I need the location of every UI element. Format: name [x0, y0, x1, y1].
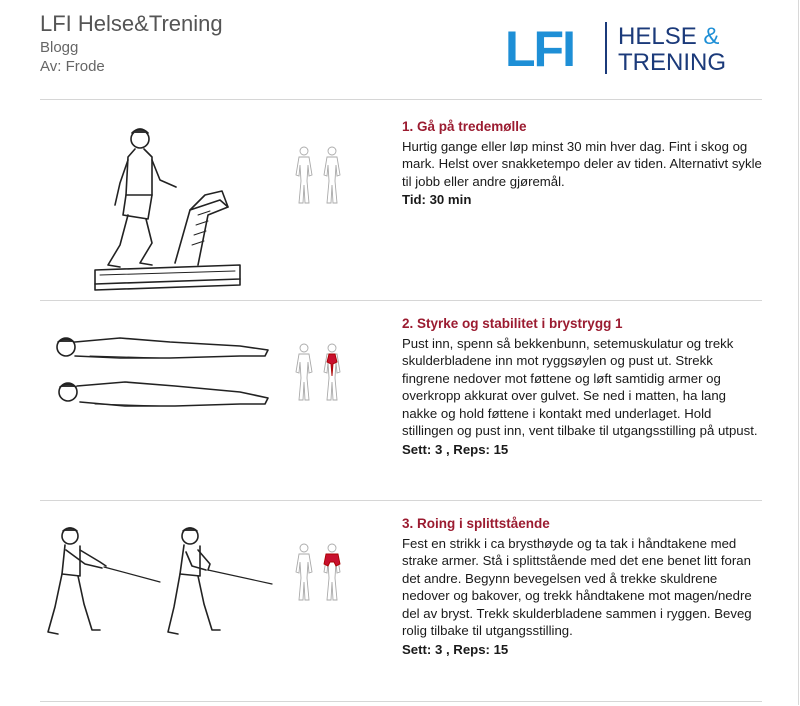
- blog-label: Blogg: [40, 39, 79, 56]
- exercise-meta: Sett: 3 , Reps: 15: [402, 441, 509, 457]
- exercise-item: [40, 115, 760, 300]
- exercise-title: 1. Gå på tredemølle: [402, 119, 527, 134]
- divider-bottom: [40, 701, 762, 702]
- exercise-text: [402, 315, 762, 458]
- muscle-map: [290, 342, 352, 404]
- prone-lift-illustration: [40, 312, 275, 422]
- exercise-description: Hurtig gange eller løp minst 30 min hver dag. Fint i skog og mark. Helst over snakketempo deler av tiden. Alternativt sykle til jobb eller andre gjøremål.: [402, 138, 762, 189]
- logo-line2: TRENING: [618, 49, 726, 76]
- exercise-meta: Tid: 30 min: [402, 192, 472, 207]
- exercise-description: Fest en strikk i ca brysthøyde og ta tak i håndtakene med strake armer. Stå i splittstående med det ene benet litt foran det andre. Begynn bevegelsen ved å trekke skuldrene nedover og bakover, og trekk håndtakene mot magen/nedre del av bryst. Trekk skulderbladene sammen i ryggen. Beveg rolig tilbake til utgangsstilling.: [402, 535, 752, 638]
- muscle-map: [290, 145, 352, 207]
- body-back-icon: [324, 544, 340, 600]
- exercise-text: [402, 118, 762, 209]
- site-title: LFI Helse&Trening: [40, 11, 223, 36]
- author-label: Av: Frode: [40, 58, 105, 75]
- logo-line1: HELSE &: [618, 23, 720, 50]
- exercise-item: [40, 312, 760, 497]
- body-front-icon: [296, 544, 312, 600]
- exercise-title: 3. Roing i splittstående: [402, 516, 550, 531]
- exercise-description: Pust inn, spenn så bekkenbunn, setemuskulatur og trekk skulderbladene inn mot ryggsøylen og pust ut. Strekk fingrene nedover mot føttene og løft samtidig armer og overkropp akkurat over gulvet. Se ned i matten, ha lang nakke og hold føttene i kontakt med underlaget. Hold stillingen og pust inn, vent tilbake til utgangsstilling på utpust.: [402, 335, 758, 438]
- body-back-icon: [324, 147, 340, 203]
- exercise-title: 2. Styrke og stabilitet i brystrygg 1: [402, 316, 623, 331]
- body-front-icon: [296, 147, 312, 203]
- divider: [40, 300, 762, 301]
- body-front-icon: [296, 344, 312, 400]
- divider-top: [40, 99, 762, 100]
- band-row-illustration: [40, 512, 275, 652]
- logo-mark: LFI: [505, 21, 574, 76]
- page-header: [40, 10, 223, 76]
- exercise-meta: Sett: 3 , Reps: 15: [402, 641, 509, 657]
- logo-divider: [605, 22, 607, 74]
- muscle-map: [290, 542, 352, 604]
- exercise-item: [40, 512, 760, 697]
- body-back-icon: [324, 344, 340, 400]
- divider: [40, 500, 762, 501]
- lfi-logo: [505, 18, 750, 76]
- treadmill-illustration: [40, 115, 260, 295]
- exercise-text: [402, 515, 762, 658]
